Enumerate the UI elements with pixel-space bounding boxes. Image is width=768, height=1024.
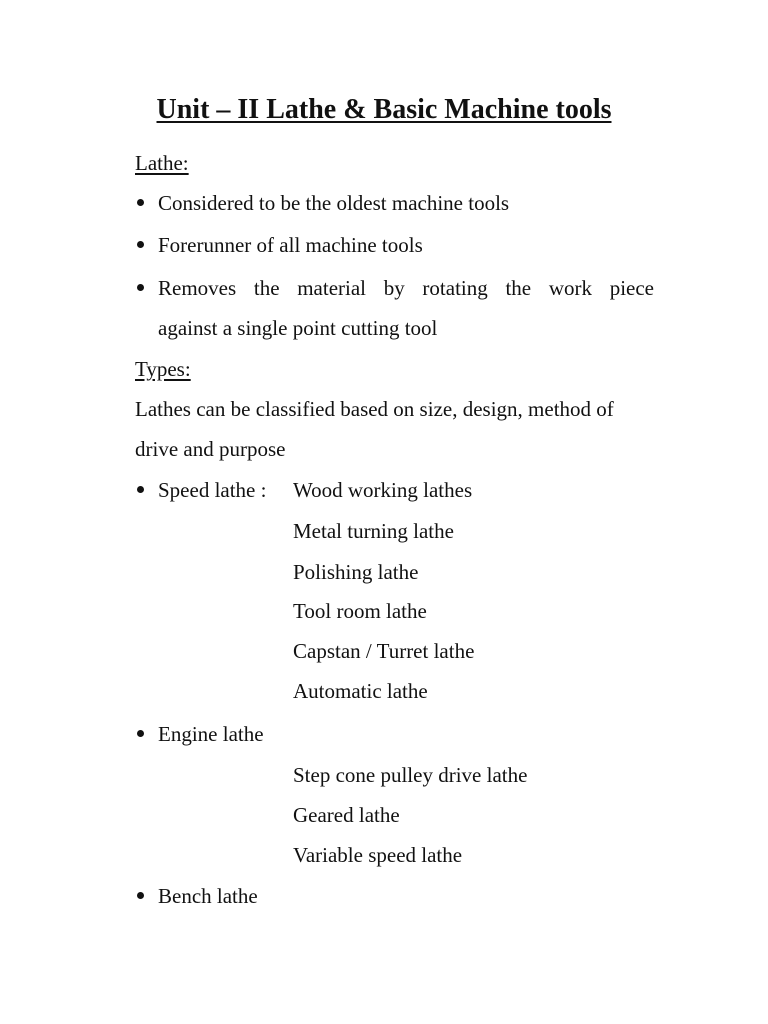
bullet-dot (137, 486, 144, 493)
engine-lathe-item-1: Step cone pulley drive lathe (293, 763, 528, 787)
speed-lathe-item-6: Automatic lathe (293, 679, 428, 703)
speed-lathe-item-2: Metal turning lathe (293, 519, 454, 543)
page-title: Unit – II Lathe & Basic Machine tools (156, 94, 612, 125)
bullet-dot (137, 241, 144, 248)
lathe-bullet-3-line2: against a single point cutting tool (158, 316, 438, 340)
engine-lathe-label: Engine lathe (158, 722, 264, 746)
speed-lathe-item-4: Tool room lathe (293, 599, 427, 623)
engine-lathe-item-2: Geared lathe (293, 803, 400, 827)
lathe-bullet-3-line1: Removes the material by rotating the work piece (158, 276, 654, 300)
types-intro-line2: drive and purpose (135, 437, 286, 461)
lathe-bullet-1: Considered to be the oldest machine tools (158, 191, 510, 215)
speed-lathe-item-5: Capstan / Turret lathe (293, 639, 475, 663)
bullet-dot (137, 892, 144, 899)
bullet-dot (137, 730, 144, 737)
engine-lathe-item-3: Variable speed lathe (293, 843, 463, 867)
speed-lathe-item-1: Wood working lathes (293, 478, 473, 502)
types-intro-line1: Lathes can be classified based on size, design, method of (135, 397, 614, 421)
speed-lathe-item-3: Polishing lathe (293, 560, 419, 584)
lathe-bullet-2: Forerunner of all machine tools (158, 233, 423, 257)
bullet-dot (137, 199, 144, 206)
bench-lathe-label: Bench lathe (158, 884, 258, 908)
bullet-dot (137, 284, 144, 291)
lathe-heading: Lathe: (135, 151, 189, 175)
types-heading: Types: (135, 357, 191, 381)
speed-lathe-label: Speed lathe : (158, 478, 267, 502)
